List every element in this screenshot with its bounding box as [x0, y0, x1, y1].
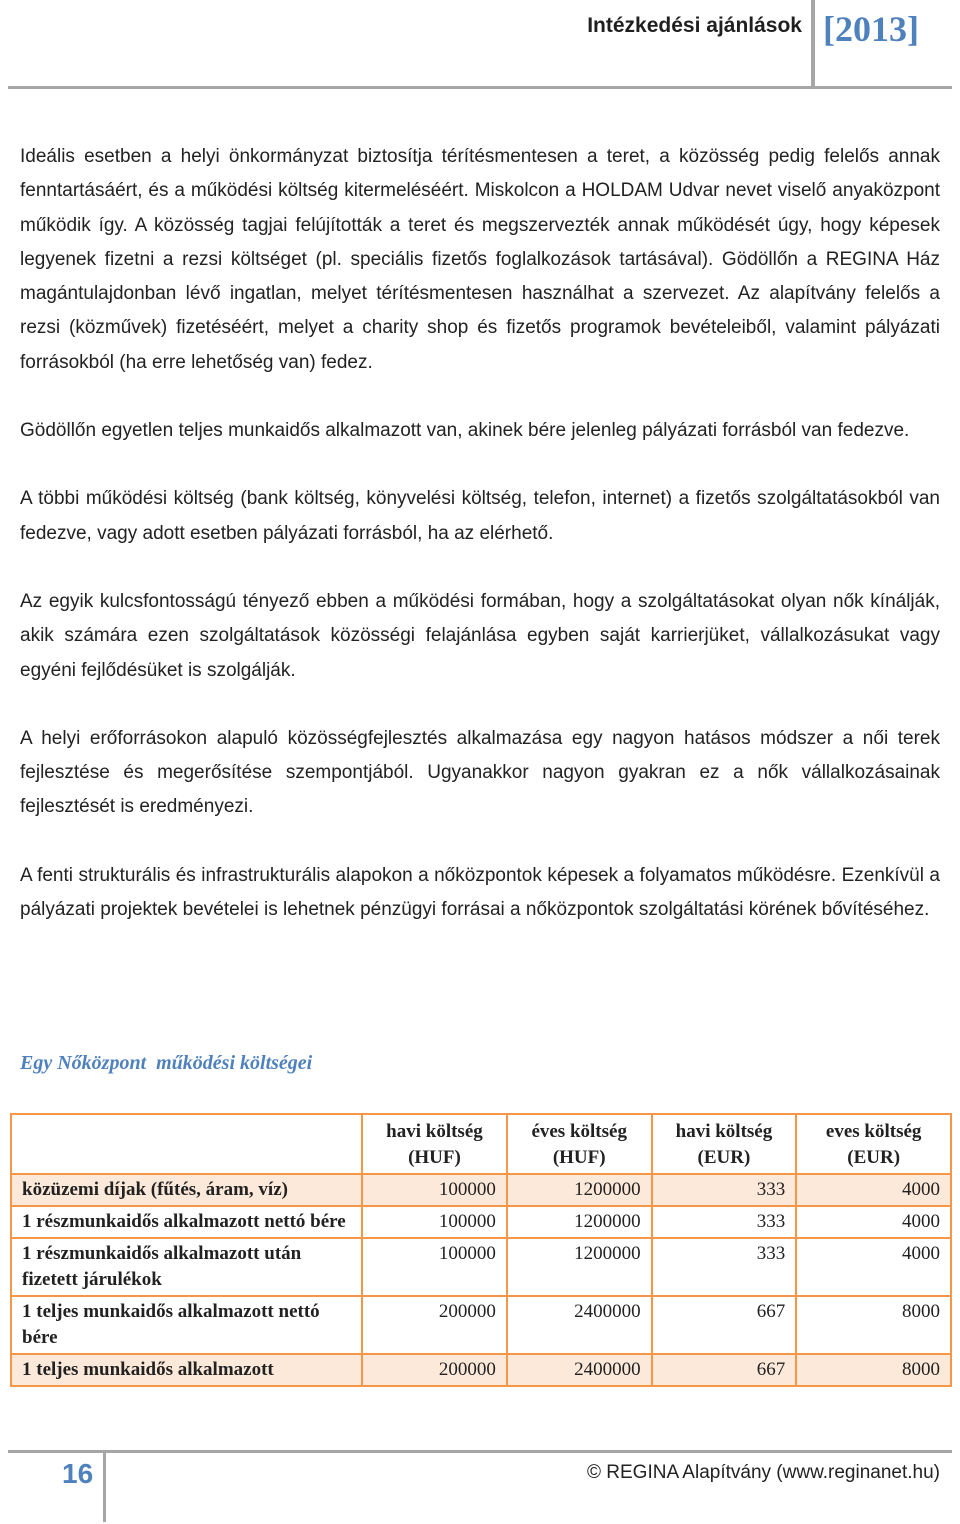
- page-header: [0, 0, 960, 92]
- header-divider-vertical: [811, 0, 815, 88]
- cell-yearly-eur: 4000: [796, 1206, 951, 1238]
- row-label: közüzemi díjak (fűtés, áram, víz): [11, 1174, 362, 1206]
- footer-divider-horizontal: [8, 1450, 952, 1453]
- cell-monthly-eur: 333: [652, 1238, 797, 1296]
- cell-monthly-huf: 100000: [362, 1206, 507, 1238]
- paragraph: A fenti strukturális és infrastrukturális alapokon a nőközpontok képesek a folyamatos működésre. Ezenkívül a pályázati projektek bevételei is lehetnek pénzügyi forrásai a nőközpontok szolgáltatási körének bővítéséhez.: [20, 864, 940, 921]
- row-label: 1 teljes munkaidős alkalmazott: [11, 1354, 362, 1386]
- row-label: 1 részmunkaidős alkalmazott után fizetett járulékok: [11, 1238, 362, 1296]
- cell-monthly-eur: 667: [652, 1296, 797, 1354]
- paragraph: Gödöllőn egyetlen teljes munkaidős alkalmazott van, akinek bére jelenleg pályázati forrásból van fedezve.: [20, 420, 910, 442]
- cell-yearly-eur: 8000: [796, 1296, 951, 1354]
- footer-copyright: © REGINA Alapítvány (www.reginanet.hu): [587, 1462, 940, 1483]
- cell-monthly-huf: 100000: [362, 1174, 507, 1206]
- page-number: 16: [62, 1458, 94, 1489]
- table-row: [11, 1238, 951, 1296]
- paragraph: A helyi erőforrásokon alapuló közösségfejlesztés alkalmazása egy nagyon hatásos módszer a női terek fejlesztése és megerősítése szempontjából. Ugyanakkor nagyon gyakran ez a nők vállalkozásainak fejlesztését is eredményezi.: [20, 727, 940, 818]
- table-header-row: [11, 1114, 951, 1174]
- cell-monthly-eur: 667: [652, 1354, 797, 1386]
- cell-monthly-huf: 200000: [362, 1296, 507, 1354]
- cell-yearly-huf: 1200000: [507, 1206, 652, 1238]
- cell-monthly-huf: 100000: [362, 1238, 507, 1296]
- header-cell-yearly-huf: éves költség (HUF): [507, 1114, 652, 1174]
- cell-yearly-eur: 4000: [796, 1238, 951, 1296]
- document-body: [20, 140, 940, 961]
- cell-yearly-eur: 4000: [796, 1174, 951, 1206]
- paragraph: Ideális esetben a helyi önkormányzat biztosítja térítésmentesen a teret, a közösség pedig felelős annak fenntartásáért, és a működési költség kitermeléséért. Miskolcon a HOLDAM Udvar nevet viselő anyaközpont működik így. A közösség tagjai felújították a teret és megszervezték annak működését úgy, hogy képesek legyenek fizetni a rezsi költséget (pl. speciális fizetős foglalkozások tartásával). Gödöllőn a REGINA Ház magántulajdonban lévő ingatlan, melyet térítésmentesen használhat a szervezet. Az alapítvány felelős a rezsi (közművek) fizetéséért, melyet a charity shop és fizetős programok bevételeiből, valamint pályázati forrásokból (ha erre lehetőség van) fedez.: [20, 146, 940, 373]
- row-label: 1 teljes munkaidős alkalmazott nettó bére: [11, 1296, 362, 1354]
- table-caption: Egy Nőközpont működési költségei: [20, 1052, 313, 1074]
- header-cell-monthly-eur: havi költség (EUR): [652, 1114, 797, 1174]
- header-cell-yearly-eur: eves költség (EUR): [796, 1114, 951, 1174]
- table-row: [11, 1206, 951, 1238]
- cell-monthly-eur: 333: [652, 1174, 797, 1206]
- footer-divider-vertical: [103, 1450, 106, 1522]
- header-divider-horizontal: [8, 86, 952, 89]
- paragraph: A többi működési költség (bank költség, könyvelési költség, telefon, internet) a fizetős szolgáltatásokból van fedezve, vagy adott esetben pályázati forrásból, ha az elérhető.: [20, 488, 940, 544]
- row-label: 1 részmunkaidős alkalmazott nettó bére: [11, 1206, 362, 1238]
- cell-yearly-huf: 1200000: [507, 1174, 652, 1206]
- header-cell-empty: [11, 1114, 362, 1174]
- cell-monthly-huf: 200000: [362, 1354, 507, 1386]
- header-title: Intézkedési ajánlások: [587, 14, 802, 37]
- cell-yearly-huf: 2400000: [507, 1296, 652, 1354]
- cell-yearly-huf: 2400000: [507, 1354, 652, 1386]
- header-year: [2013]: [823, 9, 919, 49]
- table-row: [11, 1296, 951, 1354]
- cell-yearly-eur: 8000: [796, 1354, 951, 1386]
- paragraph: Az egyik kulcsfontosságú tényező ebben a működési formában, hogy a szolgáltatásokat olyan nők kínálják, akik számára ezen szolgáltatások közösségi felajánlása egyben saját karrierjüket, vállalkozásukat vagy egyéni fejlődésüket is szolgálják.: [20, 590, 940, 681]
- table-row: [11, 1174, 951, 1206]
- cell-yearly-huf: 1200000: [507, 1238, 652, 1296]
- cell-monthly-eur: 333: [652, 1206, 797, 1238]
- header-cell-monthly-huf: havi költség (HUF): [362, 1114, 507, 1174]
- table-row: [11, 1354, 951, 1386]
- cost-table: [10, 1113, 952, 1387]
